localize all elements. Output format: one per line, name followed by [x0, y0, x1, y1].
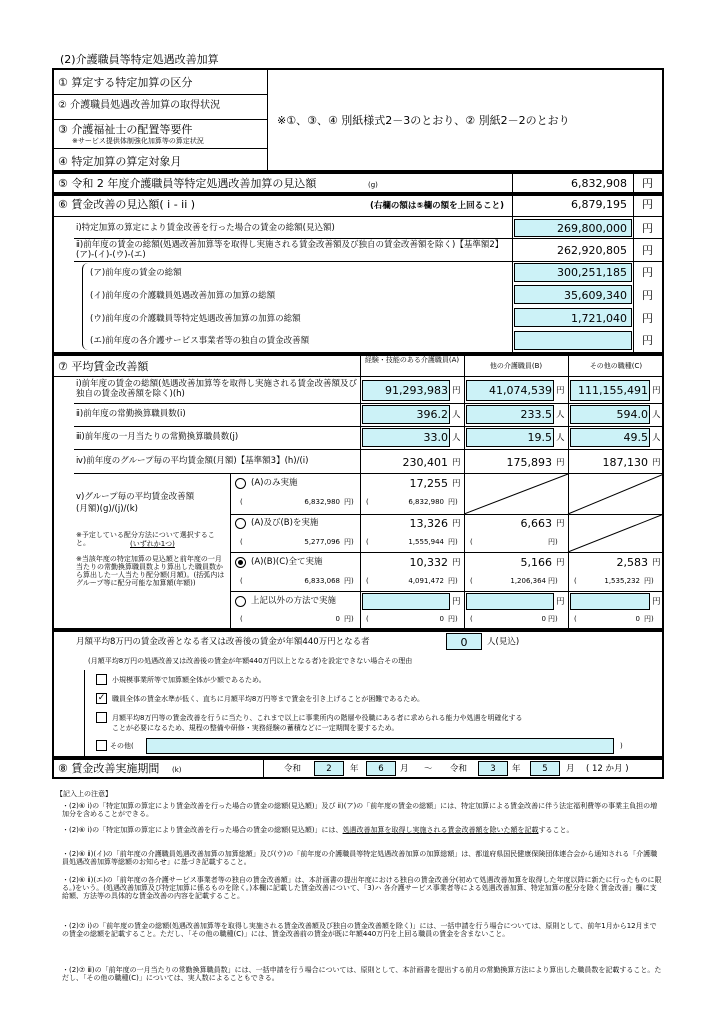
row6-value: 6,879,195: [571, 198, 627, 211]
row3-note: ※サービス提供体制強化加算等の算定状況: [72, 137, 204, 145]
row3-label: ③ 介護福祉士の配置等要件: [58, 123, 193, 136]
note-3: ・(2)⑥ ⅱ)(イ)の「前年度の介護職員処遇改善加算の加算総額」及び(ウ)の「前年度の介護職員等特定処遇改善加算の加算総額」は、都道府県国民健康保険団体連合会から通知される「介護職員処遇改善加算等総額のお知らせ」に基づき記載すること。: [62, 850, 658, 867]
row2-label: ② 介護職員処遇改善加算の取得状況: [58, 100, 221, 111]
row7-label: ⑦ 平均賃金改善額: [58, 360, 149, 373]
row5-label: ⑤ 令和 2 年度介護職員等特定処遇改善加算の見込額: [58, 177, 317, 190]
option4-b-field[interactable]: [466, 593, 554, 610]
row4-label: ④ 特定加算の算定対象月: [58, 155, 182, 168]
option4-a-field[interactable]: [362, 593, 450, 610]
top-right-note: ※①、③、④ 別紙様式2－3のとおり、② 別紙2－2のとおり: [277, 114, 570, 127]
row6-i-label: ⅰ)特定加算の算定により賃金改善を行った場合の賃金の総額(見込額): [76, 223, 335, 233]
row7-ii-label: ⅱ)前年度の常勤換算職員数(i): [76, 409, 186, 419]
reason3-checkbox[interactable]: [96, 712, 107, 723]
other-reason-field[interactable]: [146, 738, 614, 754]
row5-value: 6,832,908: [571, 177, 627, 190]
option4-radio[interactable]: [235, 596, 246, 607]
note-2: ・(2)⑥ ⅰ)の「特定加算の算定により賃金改善を行った場合の賃金の総額(見込額)」には、処遇改善加算を取得し実施される賃金改善額を除いた額を記載すること。: [62, 826, 574, 834]
section-title: (2)介護職員等特定処遇改善加算: [60, 53, 219, 66]
row6-label: ⑥ 賃金改善の見込額( i - ii ): [58, 198, 196, 211]
option4-c-field[interactable]: [570, 593, 650, 610]
row8-label: ⑧ 賃金改善実施期間: [58, 762, 160, 775]
row7-iv-label: ⅳ)前年度のグループ毎の平均賃金額(月額)【基準額3】(h)/(i): [76, 456, 309, 466]
row7-iii-label: ⅲ)前年度の一月当たりの常勤換算職員数(j): [76, 432, 239, 442]
option3-radio[interactable]: [235, 557, 246, 568]
row1-label: ① 算定する特定加算の区分: [58, 76, 193, 89]
option2-radio[interactable]: [235, 518, 246, 529]
row6-d-field[interactable]: [514, 331, 632, 350]
reason4-checkbox[interactable]: [96, 740, 107, 751]
monthly-label: 月額平均8万円の賃金改善となる者又は改善後の賃金が年額440万円となる者: [76, 637, 370, 647]
option1-radio[interactable]: [235, 478, 246, 489]
row6-ii-label: ⅱ)前年度の賃金の総額(処遇改善加算等を取得し実施される賃金改善額及び独自の賃金改善額を除く)【基準額2】(ア)-(イ)-(ウ)-(エ): [76, 240, 504, 261]
note-1: ・(2)⑥ ⅰ)の「特定加算の算定により賃金改善を行った場合の賃金の総額(見込額)」及び ⅱ)(ア)の「前年度の賃金の総額」には、特定加算による賃金改善に伴う法定福利費等の事業主負担の増加分を含めることができる。: [62, 802, 658, 819]
row7-i-label: ⅰ)前年度の賃金の総額(処遇改善加算等を取得し実施される賃金改善額及び独自の賃金改善額を除く)(h): [76, 379, 357, 400]
reason1-checkbox[interactable]: [96, 674, 107, 685]
reason2-checkbox[interactable]: ✓: [97, 693, 106, 703]
note-6: ・(2)⑦ ⅲ)の「前年度の一月当たりの常勤換算職員数」には、一括申請を行う場合については、原則として、本計画書を提出する前月の常勤換算方法により算出した職員数を記載すること。ただし、「その他の職種(C)」については、実人数によることもできる。: [62, 966, 662, 983]
na-diagonals: [464, 474, 664, 552]
note-4: ・(2)⑥ ⅱ)(エ)の「前年度の各介護サービス事業者等の独自の賃金改善額」は、本計画書の提出年度における独自の賃金改善分(初めて処遇改善加算を取得した年度以降に新たに行ったものに限る。)をいう。(処遇改善加算及び特定加算に係るものを除く。)本欄に記載した賃金改善について、「3)ハ 各介護サービス事業者等による処遇改善加算、特定加算の配分を除く賃金改善」欄に支給額、方法等の具体的な賃金改善の内容を記載すること。: [62, 876, 662, 901]
row7-v-label: ⅴ)グループ毎の平均賃金改善額: [76, 492, 195, 502]
note-5: ・(2)⑦ ⅰ)の「前年度の賃金の総額(処遇改善加算等を取得し実施される賃金改善額及び独自の賃金改善額を除く)」には、一括申請を行う場合については、原則として、前年1月から12月までの賃金の総額を記載すること。ただし、「その他の職種(C)」には、賃金改善前の賃金が既に年額440万円を上回る職員の賃金を含まないこと。: [62, 922, 657, 939]
notes-heading: 【記入上の注意】: [56, 790, 112, 798]
